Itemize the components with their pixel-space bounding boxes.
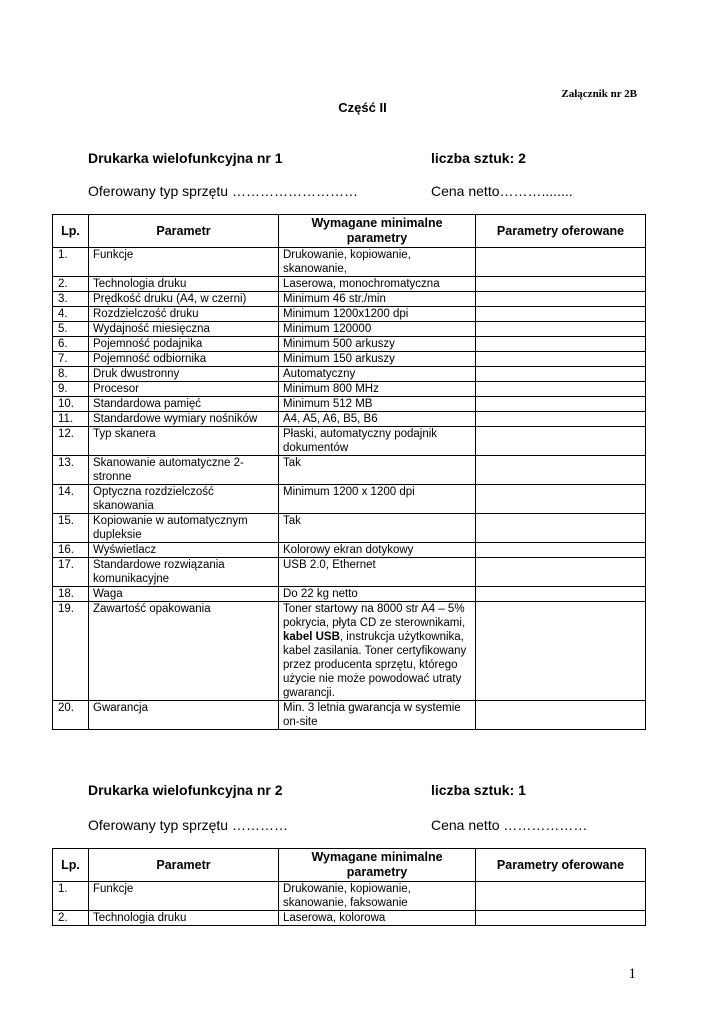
row-number: 9. xyxy=(53,382,89,397)
row-number: 8. xyxy=(53,367,89,382)
spec-table-1 xyxy=(52,214,646,730)
row-required-value: Minimum 1200 x 1200 dpi xyxy=(279,485,476,514)
row-number: 11. xyxy=(53,412,89,427)
row-required-value: Tak xyxy=(279,456,476,485)
table-row xyxy=(53,427,646,456)
row-required-value: Minimum 150 arkuszy xyxy=(279,352,476,367)
row-offered-value[interactable] xyxy=(476,337,646,352)
row-offered-value[interactable] xyxy=(476,382,646,397)
row-number: 1. xyxy=(53,248,89,277)
row-offered-value[interactable] xyxy=(476,558,646,587)
row-offered-value[interactable] xyxy=(476,514,646,543)
table-row xyxy=(53,514,646,543)
table-row xyxy=(53,322,646,337)
row-number: 15. xyxy=(53,514,89,543)
row-offered-value[interactable] xyxy=(476,322,646,337)
row-offered-value[interactable] xyxy=(476,701,646,730)
header-required: Wymagane minimalne parametry xyxy=(279,849,476,882)
header-offered: Parametry oferowane xyxy=(476,849,646,882)
row-required-value: Minimum 800 MHz xyxy=(279,382,476,397)
row-offered-value[interactable] xyxy=(476,412,646,427)
row-required-value: Drukowanie, kopiowanie, skanowanie, xyxy=(279,248,476,277)
row-parameter: Zawartość opakowania xyxy=(89,602,279,701)
row-required-value: Minimum 512 MB xyxy=(279,397,476,412)
row-required-value: USB 2.0, Ethernet xyxy=(279,558,476,587)
table-row xyxy=(53,882,646,911)
row-parameter: Typ skanera xyxy=(89,427,279,456)
header-parameter: Parametr xyxy=(89,849,279,882)
row-number: 16. xyxy=(53,543,89,558)
table-row xyxy=(53,307,646,322)
row-parameter: Kopiowanie w automatycznym dupleksie xyxy=(89,514,279,543)
row-offered-value[interactable] xyxy=(476,248,646,277)
table-row xyxy=(53,382,646,397)
row-required-value xyxy=(279,602,476,701)
header-offered: Parametry oferowane xyxy=(476,215,646,248)
row-offered-value[interactable] xyxy=(476,456,646,485)
row-number: 1. xyxy=(53,882,89,911)
device-1-offered-type: Oferowany typ sprzętu ……………………… xyxy=(88,183,358,199)
table-row xyxy=(53,485,646,514)
row-number: 12. xyxy=(53,427,89,456)
row-offered-value[interactable] xyxy=(476,587,646,602)
row-parameter: Technologia druku xyxy=(89,277,279,292)
required-text-part: Toner startowy na 8000 str A4 – 5% pokrycia, płyta CD ze sterownikami, xyxy=(283,603,466,629)
row-offered-value[interactable] xyxy=(476,307,646,322)
table-header-row xyxy=(53,849,646,882)
row-required-value: Do 22 kg netto xyxy=(279,587,476,602)
device-2-offered-type: Oferowany typ sprzętu ………… xyxy=(88,817,288,833)
table-row xyxy=(53,701,646,730)
device-1-offer-line xyxy=(88,183,648,199)
row-number: 10. xyxy=(53,397,89,412)
row-required-value: Min. 3 letnia gwarancja w systemie on-site xyxy=(279,701,476,730)
row-required-value: Tak xyxy=(279,514,476,543)
row-offered-value[interactable] xyxy=(476,292,646,307)
device-2-title: Drukarka wielofunkcyjna nr 2 xyxy=(88,782,283,798)
table-row xyxy=(53,292,646,307)
table-row xyxy=(53,277,646,292)
row-number: 14. xyxy=(53,485,89,514)
row-number: 7. xyxy=(53,352,89,367)
required-text-bold: kabel USB xyxy=(283,631,340,643)
part-title: Część II xyxy=(338,100,387,115)
row-parameter: Standardowe wymiary nośników xyxy=(89,412,279,427)
table-row xyxy=(53,911,646,926)
device-1-title: Drukarka wielofunkcyjna nr 1 xyxy=(88,150,283,166)
table-row xyxy=(53,412,646,427)
row-number: 3. xyxy=(53,292,89,307)
device-2-offer-line xyxy=(88,817,648,833)
header-required: Wymagane minimalne parametry xyxy=(279,215,476,248)
row-parameter: Optyczna rozdzielczość skanowania xyxy=(89,485,279,514)
row-required-value: Laserowa, monochromatyczna xyxy=(279,277,476,292)
row-offered-value[interactable] xyxy=(476,367,646,382)
row-parameter: Rozdzielczość druku xyxy=(89,307,279,322)
row-parameter: Pojemność odbiornika xyxy=(89,352,279,367)
row-parameter: Waga xyxy=(89,587,279,602)
table-row xyxy=(53,248,646,277)
table-row xyxy=(53,456,646,485)
row-offered-value[interactable] xyxy=(476,352,646,367)
row-parameter: Standardowa pamięć xyxy=(89,397,279,412)
row-required-value: Minimum 500 arkuszy xyxy=(279,337,476,352)
header-lp: Lp. xyxy=(53,849,89,882)
row-number: 20. xyxy=(53,701,89,730)
table-row xyxy=(53,587,646,602)
table-row xyxy=(53,543,646,558)
device-1-heading xyxy=(88,150,648,166)
row-number: 2. xyxy=(53,911,89,926)
row-offered-value[interactable] xyxy=(476,485,646,514)
row-number: 19. xyxy=(53,602,89,701)
row-parameter: Technologia druku xyxy=(89,911,279,926)
device-2-quantity: liczba sztuk: 1 xyxy=(431,782,526,798)
row-number: 17. xyxy=(53,558,89,587)
row-required-value: Minimum 46 str./min xyxy=(279,292,476,307)
row-number: 13. xyxy=(53,456,89,485)
row-required-value: Minimum 1200x1200 dpi xyxy=(279,307,476,322)
row-parameter: Standardowe rozwiązania komunikacyjne xyxy=(89,558,279,587)
header-lp: Lp. xyxy=(53,215,89,248)
row-offered-value[interactable] xyxy=(476,397,646,412)
row-number: 6. xyxy=(53,337,89,352)
row-number: 5. xyxy=(53,322,89,337)
row-offered-value[interactable] xyxy=(476,427,646,456)
row-number: 2. xyxy=(53,277,89,292)
row-required-value: Kolorowy ekran dotykowy xyxy=(279,543,476,558)
page-number: 1 xyxy=(628,966,636,982)
row-parameter: Funkcje xyxy=(89,882,279,911)
row-required-value: Płaski, automatyczny podajnik dokumentów xyxy=(279,427,476,456)
row-parameter: Pojemność podajnika xyxy=(89,337,279,352)
row-offered-value[interactable] xyxy=(476,602,646,701)
device-1-quantity: liczba sztuk: 2 xyxy=(431,150,526,166)
row-parameter: Procesor xyxy=(89,382,279,397)
row-parameter: Prędkość druku (A4, w czerni) xyxy=(89,292,279,307)
table-row xyxy=(53,352,646,367)
header-parameter: Parametr xyxy=(89,215,279,248)
table-row xyxy=(53,367,646,382)
table-row xyxy=(53,397,646,412)
row-parameter: Funkcje xyxy=(89,248,279,277)
row-parameter: Druk dwustronny xyxy=(89,367,279,382)
row-offered-value[interactable] xyxy=(476,911,646,926)
row-number: 18. xyxy=(53,587,89,602)
row-offered-value[interactable] xyxy=(476,543,646,558)
table-row xyxy=(53,602,646,701)
row-parameter: Skanowanie automatyczne 2-stronne xyxy=(89,456,279,485)
row-required-value: Laserowa, kolorowa xyxy=(279,911,476,926)
row-parameter: Wydajność miesięczna xyxy=(89,322,279,337)
attachment-label: Załącznik nr 2B xyxy=(561,88,637,100)
required-text-part: , instrukcja użytkownika, kabel zasilania. Toner certyfikowany przez producenta sprzętu, którego użycie nie może powodować utraty gwarancji. xyxy=(283,631,467,699)
device-2-heading xyxy=(88,782,648,798)
row-required-value: Automatyczny xyxy=(279,367,476,382)
row-parameter: Wyświetlacz xyxy=(89,543,279,558)
row-required-value: A4, A5, A6, B5, B6 xyxy=(279,412,476,427)
row-required-value: Drukowanie, kopiowanie, skanowanie, faksowanie xyxy=(279,882,476,911)
row-required-value: Minimum 120000 xyxy=(279,322,476,337)
device-1-net-price: Cena netto………........ xyxy=(431,183,573,199)
table-header-row xyxy=(53,215,646,248)
table-row xyxy=(53,337,646,352)
row-parameter: Gwarancja xyxy=(89,701,279,730)
table-row xyxy=(53,558,646,587)
device-2-net-price: Cena netto ……………… xyxy=(431,817,588,833)
row-number: 4. xyxy=(53,307,89,322)
row-offered-value[interactable] xyxy=(476,277,646,292)
spec-table-2 xyxy=(52,848,646,926)
row-offered-value[interactable] xyxy=(476,882,646,911)
